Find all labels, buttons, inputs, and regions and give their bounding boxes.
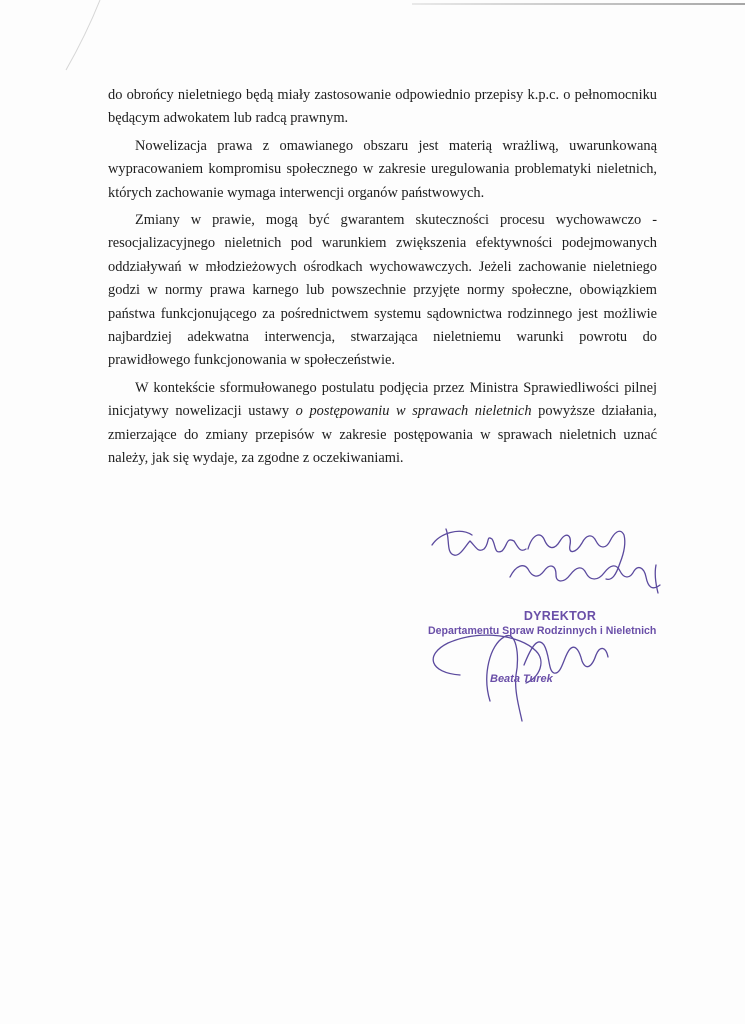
act-title-italic: o postępowaniu w sprawach nieletnich: [295, 403, 532, 420]
stamp-name: Beata Turek: [490, 673, 553, 685]
paragraph-1: do obrońcy nieletniego będą miały zastosowanie odpowiednio przepisy k.p.c. o pełnomocniku będącym adwokatem lub radcą prawnym.: [108, 87, 657, 127]
paragraph-4-end: powyższe działania, zmierzające do zmiany przepisów w zakresie postępowania w sprawach nieletnich uznać należy, jak się wydaje, za zgodne z oczekiwaniami.: [108, 403, 658, 467]
stamp-title: DYREKTOR: [523, 609, 597, 623]
letter-body: [108, 84, 657, 475]
paragraph-3: Zmiany w prawie, mogą być gwarantem skuteczności procesu wychowawczo - resocjalizacyjnego nieletnich pod warunkiem zwiększenia efektywności podejmowanych oddziaływań w młodzieżowych ośrodkach wychowawczych. Jeżeli zachowanie nieletniego godzi w normy prawa karnego lub powszechnie przyjęte normy społeczne, obowiązkiem państwa funkcjonującego za pośrednictwem systemu sądownictwa rodzinnego jest możliwie najbardziej adekwatna interwencja, stwarzająca nieletniemu warunki powrotu do prawidłowego funkcjonowania w społeczeństwie.: [108, 212, 657, 369]
paragraph-4: [108, 377, 657, 471]
paragraph-4-start: W kontekście sformułowanego postulatu podjęcia przez Ministra Sprawiedliwości pilnej inicjatywy nowelizacji ustawy: [108, 379, 657, 420]
corner-fold-mark: [0, 0, 120, 110]
scan-edge-line: [412, 3, 745, 5]
stamp-department: Departamentu Spraw Rodzinnych i Nieletnich: [428, 625, 657, 637]
paragraph-2: Nowelizacja prawa z omawianego obszaru jest materią wrażliwą, uwarunkowaną wypracowaniem kompromisu społecznego w zakresie uregulowania problematyki nieletnich, których zachowanie wymaga interwencji organów państwowych.: [108, 137, 657, 201]
signature-block: [420, 505, 680, 725]
